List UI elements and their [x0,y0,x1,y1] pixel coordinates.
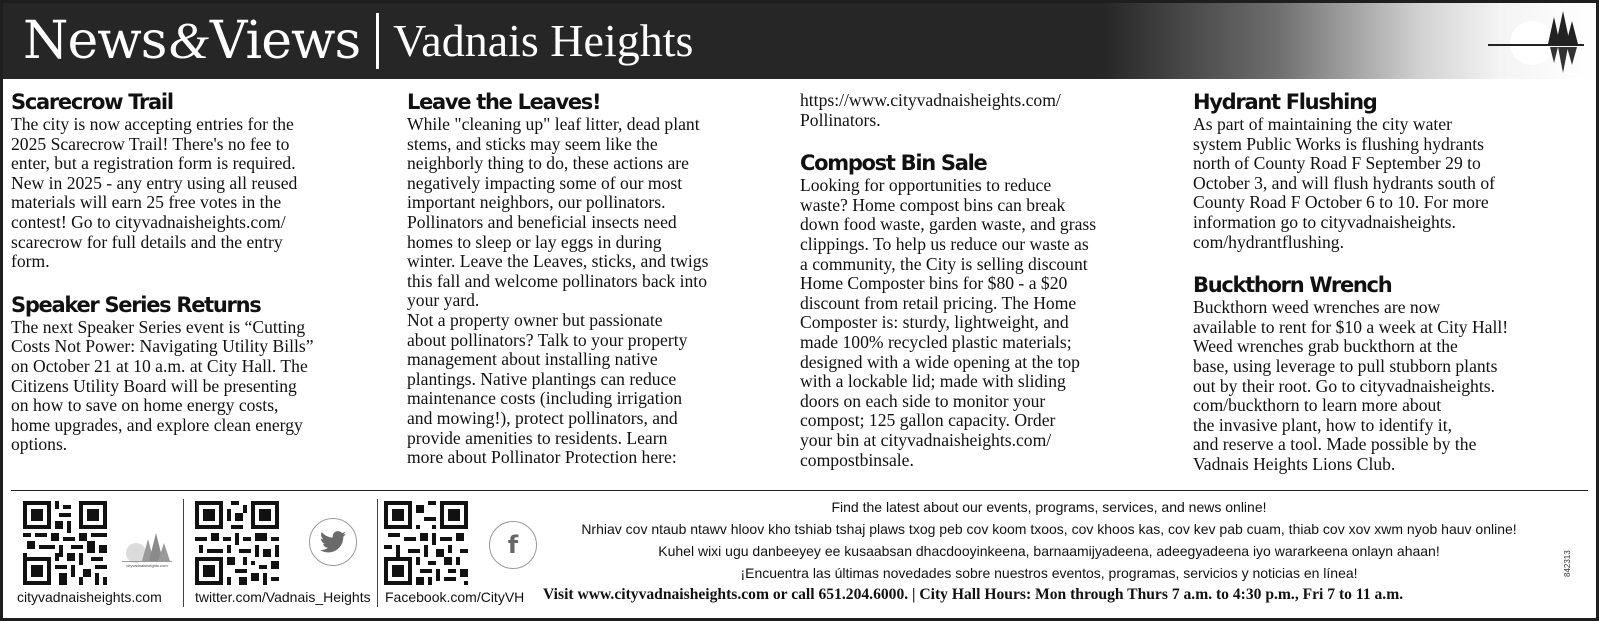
masthead-title: News&Views [23,10,361,71]
masthead-divider [376,13,379,69]
facebook-qr-code-icon[interactable] [384,501,468,585]
column-2 [407,89,779,468]
speaker-heading: Speaker Series Returns [11,292,261,317]
hydrant-body: As part of maintaining the city water system Public Works is flushing hydrants north of County Road F September 29 to October 3, and will flush hydrants south of County Road F October 6 to 10. For more information go to cityvadnaisheights. com/hydrantflushing. [1193,114,1495,252]
facebook-icon[interactable]: f [489,521,537,569]
scarecrow-body: The city is now accepting entries for the 2025 Scarecrow Trail! There's no fee to enter, but a registration form is required. New in 2025 - any entry using all reused materials will earn 25 free votes in the contest! Go to cityvadnaisheights.com/ scarecrow for full details and the entry form. [11,114,298,272]
website-qr-code-icon[interactable] [23,501,107,585]
articles [3,89,1596,489]
footer-separator [183,499,184,607]
footer-messages [539,496,1559,584]
twitter-link[interactable]: twitter.com/Vadnais_Heights [195,589,371,605]
hydrant-heading: Hydrant Flushing [1193,90,1377,114]
buckthorn-body: Buckthorn weed wrenches are now available to rent for $10 a week at City Hall! Weed wrenches grab buckthorn at the base, using leverage to pull stubborn plants out by their root. Go to cityvadnaisheights. com/buckthorn to learn more about the invasive plant, how to identify it, and reserve a tool. Made possible by the Vadnais Heights Lions Club. [1193,297,1509,474]
message-hmong: Nrhiav cov ntaub ntawv hloov kho tshiab tshaj plaws txog peb cov koom txoos, cov khoos kas, cov kev pab cuam, thiab cov xov xwm nyob hauv online! [581,521,1517,537]
header-banner [3,3,1596,79]
tree-logo-icon [1466,7,1586,79]
column-3 [800,89,1172,470]
masthead-city: Vadnais Heights [393,15,694,66]
buckthorn-heading: Buckthorn Wrench [1193,273,1392,298]
logo-caption: cityvadnaisheights.com [126,563,168,568]
website-link[interactable]: cityvadnaisheights.com [17,589,162,605]
compost-body: Looking for opportunities to reduce waste? Home compost bins can break down food waste, garden waste, and grass clippings. To help us reduce our waste as a community, the City is selling discount Home Composter bins for $80 - a $20 discount from retail pricing. The Home Composter is: sturdy, lightweight, and made 100% recycled plastic materials; designed with a wide opening at the top with a lockable lid; made with sliding doors on each side to monitor your compost; 125 gallon capacity. Order your bin at cityvadnaisheights.com/ compostbinsale. [800,175,1097,470]
footer-divider [11,490,1588,491]
column-1 [11,89,383,455]
facebook-link[interactable]: Facebook.com/CityVH [385,589,525,605]
masthead [23,5,693,77]
message-english: Find the latest about our events, programs, services, and news online! [831,499,1267,515]
footer-separator [377,499,378,607]
twitter-bird-icon[interactable] [309,518,357,566]
leaves-body-continued: https://www.cityvadnaisheights.com/ Pollinators. [800,90,1061,130]
twitter-qr-code-icon[interactable] [195,501,279,585]
speaker-body: The next Speaker Series event is “Cutting Costs Not Power: Navigating Utility Bills” on October 21 at 10 a.m. at City Hall. The Citizens Utility Board will be presenting on how to save on home energy costs, home upgrades, and explore clean energy options. [11,316,314,455]
leaves-heading: Leave the Leaves! [407,90,601,114]
contact-line: Visit www.cityvadnaisheights.com or call 651.204.6000. | City Hall Hours: Mon through Thurs 7 a.m. to 4:30 p.m., Fri 7 to 11 a.m. [543,586,1404,603]
message-somali: Kuhel wixi ugu danbeeyey ee kusaabsan dhacdooyinkeena, barnaamijyadeena, adeegyadeena iyo wararkeena onlayn ahaan! [658,543,1440,559]
message-spanish: ¡Encuentra las últimas novedades sobre nuestros eventos, programas, servicios y noticias en línea! [740,565,1358,581]
leaves-body: While "cleaning up" leaf litter, dead plant stems, and sticks may seem like the neighborly thing to do, these actions are negatively impacting some of our most important neighbors, our pollinators. Pollinators and beneficial insects need homes to sleep or lay eggs in during winter. Leave the Leaves, sticks, and twigs this fall and welcome pollinators back into your yard. Not a property owner but passionate about pollinators? Talk to your property management about installing native plantings. Native plantings can reduce maintenance costs (including irrigation and mowing!), protect pollinators, and provide amenities to residents. Learn more about Pollinator Protection here: [407,114,709,468]
scarecrow-heading: Scarecrow Trail [11,90,173,114]
ad-code: 842313 [1563,550,1572,577]
column-4 [1193,89,1573,475]
compost-heading: Compost Bin Sale [800,151,987,176]
